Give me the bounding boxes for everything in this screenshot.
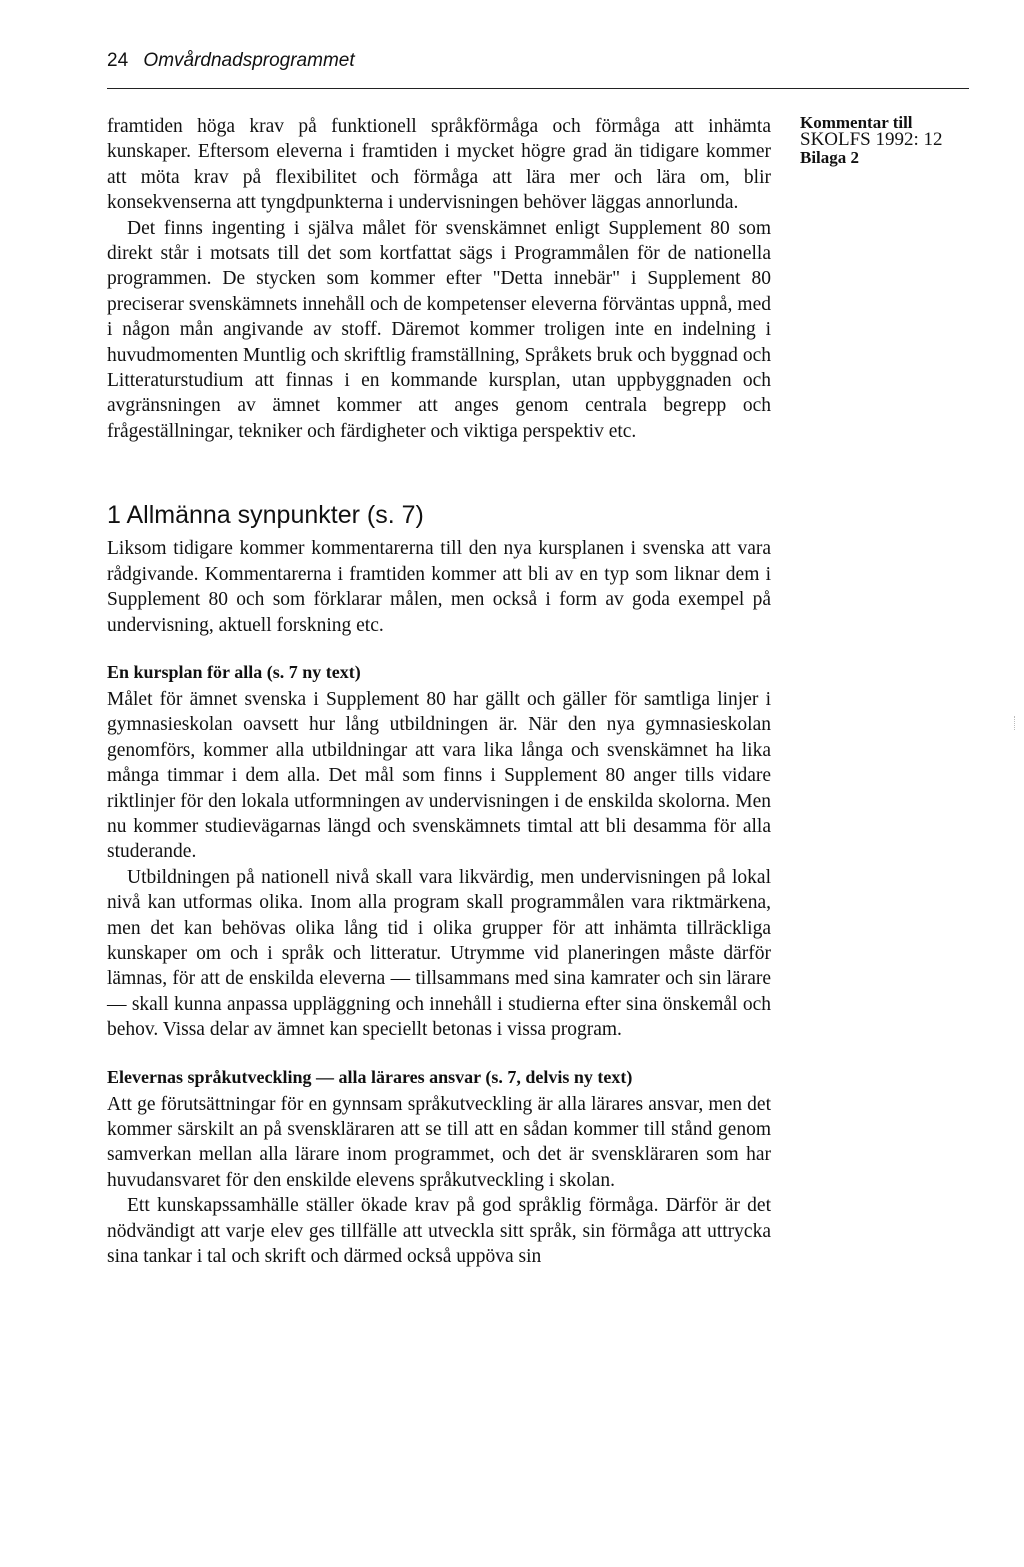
section-heading: 1 Allmänna synpunkter (s. 7) — [107, 501, 424, 530]
margin-note-line-2: SKOLFS 1992: 12 — [800, 129, 943, 150]
margin-note — [800, 114, 990, 166]
sprakutveckling-paragraph-1: Att ge förutsättningar för en gynnsam språkutveckling är alla lärares ansvar, men det kommer särskilt an på svenskläraren att se till att en sådan kommer till stånd genom samverkan mellan alla lärare inom programmet, och det är svenskläraren som har huvudansvaret för den enskilde elevens språkutveckling i skolan. — [107, 1093, 771, 1191]
section-paragraph-1: Liksom tidigare kommer kommentarerna till den nya kursplanen i svenska att vara rådgivande. Kommentarerna i framtiden kommer att bli av en typ som liknar dem i Supplement 80 och som förklarar målen, men också i form av goda exempel på undervisning, aktuell forskning etc. — [107, 538, 771, 636]
page-number: 24 — [107, 50, 129, 71]
running-header — [107, 50, 355, 72]
kursplan-paragraph-1: Målet för ämnet svenska i Supplement 80 har gällt och gäller för samtliga linjer i gymnasieskolan oavsett hur lång utbildningen är. När den nya gymnasieskolan genomförs, kommer alla utbildningar att vara lika långa och svenskämnet ha lika många timmar i dem alla. Det mål som finns i Supplement 80 anger tills vidare riktlinjer för den lokala utformningen av undervisningen i de enskilda skolorna. Men nu kommer studievägarnas längd och svenskämnets timtal att bli desamma för alla studerande. — [107, 688, 771, 863]
body-paragraph-2: Det finns ingenting i själva målet för svenskämnet enligt Supplement 80 som direkt står i motsats till det som kortfattat sägs i Programmålen för de nationella programmen. De stycken som kommer efter "Detta innebär" i Supplement 80 preciserar svenskämnets innehåll och de kompetenser eleverna förväntas uppnå, med i någon mån angivande av stoff. Däremot kommer troligen inte en indelning i huvudmomenten Muntlig och skriftlig framställning, Språkets bruk och byggnad och Litteraturstudium att finnas i en kommande kursplan, utan uppbyggnaden och avgränsningen av ämnet kommer att anges genom centrala begrepp och frågeställningar, tekniker och färdigheter och viktiga perspektiv etc. — [107, 217, 771, 442]
margin-note-line-1: Kommentar till — [800, 113, 913, 132]
subheading-sprakutveckling: Elevernas språkutveckling — alla lärares ansvar (s. 7, delvis ny text) — [107, 1066, 633, 1087]
subheading-kursplan: En kursplan för alla (s. 7 ny text) — [107, 661, 361, 682]
scan-mark — [1014, 716, 1016, 730]
spacer — [107, 638, 771, 660]
main-text-column — [107, 114, 771, 1269]
header-rule — [107, 88, 969, 89]
sprakutveckling-paragraph-2: Ett kunskapssamhälle ställer ökade krav på god språklig förmåga. Därför är det nödvändigt att varje elev ges tillfälle att utveckla sitt språk, sin förmåga att uttrycka sina tankar i tal och skrift och därmed också uppöva sin — [107, 1195, 771, 1268]
margin-note-line-3: Bilaga 2 — [800, 148, 860, 167]
running-title: Omvårdnadsprogrammet — [143, 50, 355, 71]
kursplan-paragraph-2: Utbildningen på nationell nivå skall vara likvärdig, men undervisningen på lokal nivå kan utformas olika. Inom alla program skall programmålen vara riktmärkena, men det kan behövas olika lång tid i olika grupper för att inhämta tillräckliga kunskaper om och i språk och litteratur. Utrymme vid planeringen måste därför lämnas, för att de enskilda eleverna — tillsammans med sina kamrater och sin lärare — skall kunna anpassa uppläggning och innehåll i studierna efter sina önskemål och behov. Vissa delar av ämnet kan speciellt betonas i vissa program. — [107, 866, 771, 1041]
body-paragraph-1: framtiden höga krav på funktionell språkförmåga och förmåga att inhämta kunskaper. Eftersom eleverna i framtiden i mycket högre grad än tidigare kommer att möta krav på flexibilitet och förmåga att lära mer och lära om, blir konsekvenserna att tyngdpunkterna i undervisningen behöver läggas annorlunda. — [107, 116, 771, 214]
spacer — [107, 1043, 771, 1065]
